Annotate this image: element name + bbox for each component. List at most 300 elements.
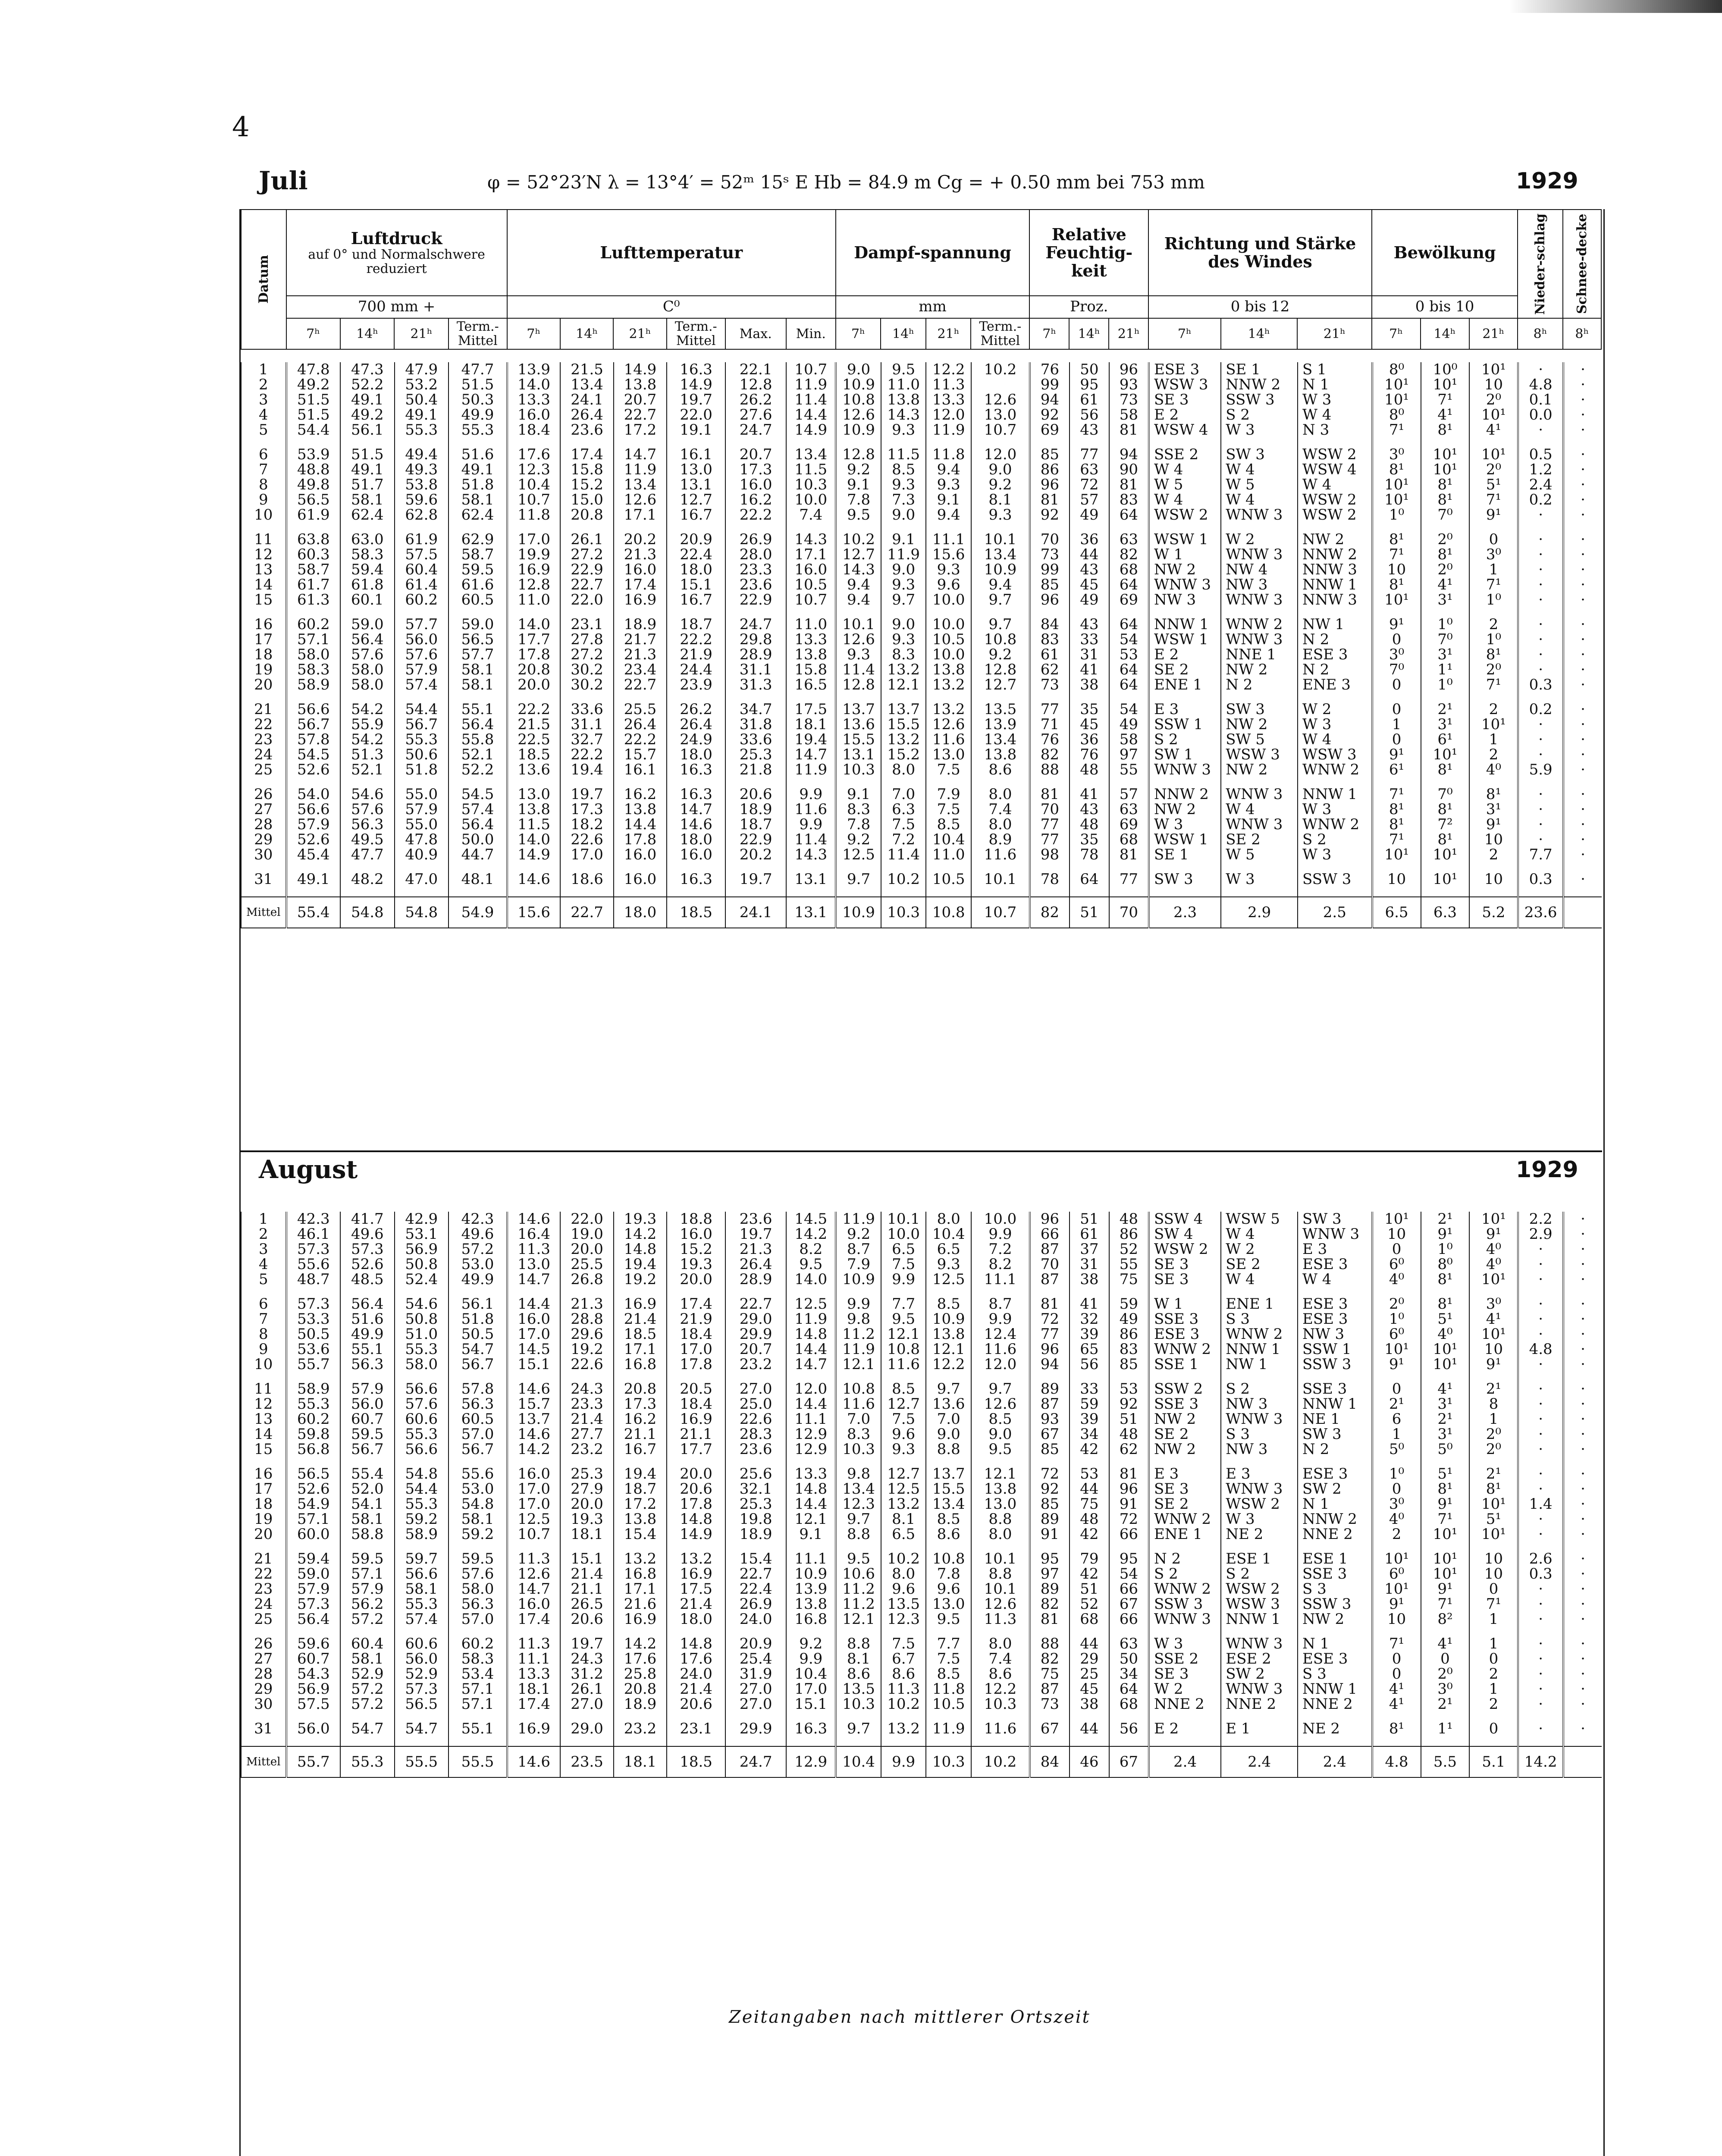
cell: 8.5 — [881, 462, 926, 477]
cell: 57.2 — [340, 1612, 394, 1627]
cell: 13.5 — [971, 702, 1030, 717]
table-row — [241, 832, 1602, 847]
cell: 10.2 — [881, 1697, 926, 1712]
cell: 19.7 — [560, 787, 613, 802]
table-row — [241, 1272, 1602, 1287]
cell: 32 — [1070, 1312, 1109, 1327]
cell: 8¹ — [1372, 1721, 1421, 1736]
cell: 50.0 — [449, 832, 507, 847]
cell: 64 — [1070, 872, 1109, 887]
cell: 56 — [1070, 1357, 1109, 1372]
cell: · — [1518, 1312, 1563, 1327]
cell: · — [1563, 1227, 1602, 1242]
cell: 16.0 — [614, 847, 667, 862]
cell: 12.5 — [786, 1297, 836, 1312]
cell: WSW 2 — [1149, 1242, 1221, 1257]
cell: 9.0 — [971, 462, 1030, 477]
cell: 54.7 — [449, 1342, 507, 1357]
cell: 10¹ — [1469, 1327, 1518, 1342]
cell: W 4 — [1298, 477, 1372, 492]
cell: 59.7 — [395, 1551, 449, 1567]
cell: 12.3 — [507, 462, 560, 477]
cell: 8¹ — [1372, 532, 1421, 547]
cell: 1⁰ — [1421, 617, 1470, 632]
cell: 56.0 — [395, 1651, 449, 1667]
cell: 10.1 — [836, 617, 881, 632]
cell: 7.2 — [881, 832, 926, 847]
cell: 10.4 — [507, 477, 560, 492]
cell: 10¹ — [1469, 1497, 1518, 1512]
cell: 8.1 — [836, 1651, 881, 1667]
table-row — [241, 508, 1602, 523]
cell: 11.9 — [926, 1721, 971, 1736]
cell: 62.8 — [395, 508, 449, 523]
cell: 29.8 — [725, 632, 786, 647]
cell: 17.1 — [614, 1582, 667, 1597]
cell: 49.2 — [286, 377, 340, 392]
cell: 1 — [1469, 562, 1518, 577]
cell: 5¹ — [1421, 1312, 1470, 1327]
cell: 15.1 — [667, 577, 725, 592]
cell: 8 — [1469, 1397, 1518, 1412]
table-row — [241, 1312, 1602, 1327]
cell: 22.0 — [560, 592, 613, 608]
cell: W 2 — [1221, 532, 1298, 547]
cell: 10.9 — [926, 1312, 971, 1327]
cell: 10.3 — [836, 1442, 881, 1457]
cell: 58.1 — [449, 662, 507, 677]
cell: 75 — [1030, 1667, 1070, 1682]
cell: 10 — [1469, 1342, 1518, 1357]
cell: 10.8 — [971, 632, 1030, 647]
subheader-col-2: 14ʰ — [340, 318, 394, 349]
cell: NNW 1 — [1298, 1397, 1372, 1412]
cell: 9.2 — [836, 1227, 881, 1242]
cell: 49.1 — [449, 462, 507, 477]
cell: 9¹ — [1372, 1357, 1421, 1372]
cell: 58.9 — [395, 1527, 449, 1542]
cell: 19.7 — [560, 1636, 613, 1651]
cell: 7.5 — [881, 817, 926, 832]
cell: 58.1 — [449, 492, 507, 508]
cell: 4 — [241, 407, 286, 423]
cell: 19 — [241, 662, 286, 677]
cell: 15.7 — [614, 747, 667, 762]
cell: 13.6 — [507, 762, 560, 777]
cell: 14.8 — [786, 1482, 836, 1497]
cell: · — [1563, 547, 1602, 562]
cell: 60.2 — [286, 617, 340, 632]
cell: 97 — [1030, 1567, 1070, 1582]
table-row — [241, 1357, 1602, 1372]
cell: 8.0 — [971, 1636, 1030, 1651]
cell: SW 3 — [1149, 872, 1221, 887]
cell: 10.2 — [881, 872, 926, 887]
cell: 12.1 — [786, 1512, 836, 1527]
cell: 27.0 — [725, 1697, 786, 1712]
cell: 96 — [1109, 1482, 1149, 1497]
cell: 21.9 — [667, 647, 725, 662]
cell: · — [1518, 423, 1563, 438]
cell: 55.3 — [395, 732, 449, 747]
subheader-col-9: Max. — [725, 318, 786, 349]
cell: 0 — [1372, 1667, 1421, 1682]
cell: 55.3 — [395, 1497, 449, 1512]
cell: 16.0 — [786, 562, 836, 577]
cell: 11.8 — [926, 1682, 971, 1697]
cell: 18.5 — [507, 747, 560, 762]
subheader-col-24: 8ʰ — [1518, 318, 1563, 349]
table-row — [241, 1597, 1602, 1612]
cell: 99 — [1030, 377, 1070, 392]
cell: 49.1 — [286, 872, 340, 887]
cell: 10¹ — [1469, 1212, 1518, 1227]
cell: 18.0 — [667, 832, 725, 847]
cell: 57 — [1070, 492, 1109, 508]
cell: S 2 — [1149, 732, 1221, 747]
cell: 10.2 — [836, 532, 881, 547]
cell: 11.4 — [836, 662, 881, 677]
cell: 9.5 — [881, 1312, 926, 1327]
cell: 49.9 — [449, 407, 507, 423]
cell: 5⁰ — [1421, 1442, 1470, 1457]
cell: 21.4 — [560, 1412, 613, 1427]
cell: 2 — [241, 377, 286, 392]
cell: WSW 2 — [1298, 447, 1372, 462]
cell: 83 — [1030, 632, 1070, 647]
mean-cell: 70 — [1109, 897, 1149, 928]
cell: 20.2 — [725, 847, 786, 862]
cell: 56.6 — [395, 1382, 449, 1397]
cell: E 3 — [1149, 1467, 1221, 1482]
cell: 51.8 — [449, 1312, 507, 1327]
cell: 57.2 — [340, 1682, 394, 1697]
cell: · — [1563, 632, 1602, 647]
unit-feucht: Proz. — [1029, 296, 1148, 318]
cell: 50.5 — [449, 1327, 507, 1342]
cell: 52.6 — [286, 762, 340, 777]
cell: 8.1 — [881, 1512, 926, 1527]
cell: 9.2 — [971, 477, 1030, 492]
cell: NE 1 — [1298, 1412, 1372, 1427]
row-gap — [241, 862, 1602, 872]
cell: 96 — [1109, 362, 1149, 377]
cell: · — [1518, 617, 1563, 632]
cell: 10¹ — [1469, 717, 1518, 732]
cell: 48.5 — [340, 1272, 394, 1287]
cell: 76 — [1030, 732, 1070, 747]
subheader-col-5: 7ʰ — [507, 318, 560, 349]
cell: 17.8 — [667, 1497, 725, 1512]
cell: WSW 2 — [1298, 508, 1372, 523]
cell: 60.2 — [449, 1636, 507, 1651]
cell: 15.8 — [560, 462, 613, 477]
cell: 55.0 — [395, 787, 449, 802]
cell: 12.5 — [881, 1482, 926, 1497]
cell: 12.9 — [786, 1442, 836, 1457]
cell: 11.6 — [971, 1721, 1030, 1736]
cell: 62 — [1109, 1442, 1149, 1457]
cell: 82 — [1030, 1651, 1070, 1667]
cell: 22.1 — [725, 362, 786, 377]
cell: 56.0 — [286, 1721, 340, 1736]
cell: 7.7 — [1518, 847, 1563, 862]
cell: 8.3 — [836, 802, 881, 817]
cell: 57.7 — [449, 647, 507, 662]
cell: SE 1 — [1149, 847, 1221, 862]
cell: 11.4 — [786, 832, 836, 847]
cell: 13.2 — [881, 662, 926, 677]
cell: 29.9 — [725, 1721, 786, 1736]
cell: 0 — [1372, 702, 1421, 717]
cell: 82 — [1109, 547, 1149, 562]
cell: 71 — [1030, 717, 1070, 732]
cell: · — [1518, 562, 1563, 577]
table-row — [241, 1697, 1602, 1712]
cell: 14.9 — [786, 423, 836, 438]
cell: 5¹ — [1469, 1512, 1518, 1527]
cell: 10 — [1372, 1227, 1421, 1242]
cell: 77 — [1030, 702, 1070, 717]
cell: 65 — [1070, 1342, 1109, 1357]
cell: 13.7 — [507, 1412, 560, 1427]
cell: 24.3 — [560, 1382, 613, 1397]
month-separator — [239, 1150, 1602, 1152]
cell: 59.5 — [340, 1427, 394, 1442]
cell: 59.6 — [286, 1636, 340, 1651]
cell: 57.3 — [286, 1297, 340, 1312]
cell: 56.3 — [340, 1357, 394, 1372]
cell: 12.6 — [971, 1597, 1030, 1612]
cell: 17.4 — [507, 1697, 560, 1712]
cell: 13.1 — [667, 477, 725, 492]
cell: 63 — [1109, 1636, 1149, 1651]
cell: 15.0 — [560, 492, 613, 508]
cell: 77 — [1070, 447, 1109, 462]
cell: 17.8 — [667, 1357, 725, 1372]
cell: 43 — [1070, 617, 1109, 632]
cell: 72 — [1070, 477, 1109, 492]
cell: 57.8 — [449, 1382, 507, 1397]
cell: 9¹ — [1372, 747, 1421, 762]
cell: 56.2 — [340, 1597, 394, 1612]
cell: 59.4 — [340, 562, 394, 577]
cell: 0 — [1372, 677, 1421, 693]
cell: 58.7 — [286, 562, 340, 577]
cell: 61 — [1070, 392, 1109, 407]
cell: 68 — [1109, 562, 1149, 577]
cell: 62.4 — [340, 508, 394, 523]
cell: 0 — [1372, 732, 1421, 747]
cell: 42.9 — [395, 1212, 449, 1227]
cell: 53.0 — [449, 1257, 507, 1272]
cell: 50 — [1070, 362, 1109, 377]
cell: 2⁰ — [1421, 562, 1470, 577]
cell: 2.2 — [1518, 1212, 1563, 1227]
cell: 11.8 — [507, 508, 560, 523]
cell: 12 — [241, 547, 286, 562]
cell: 21.4 — [667, 1682, 725, 1697]
cell: 25.5 — [614, 702, 667, 717]
cell: 19.7 — [725, 872, 786, 887]
cell: 8.0 — [971, 817, 1030, 832]
cell: 20.6 — [667, 1697, 725, 1712]
cell: 56.1 — [340, 423, 394, 438]
cell: 14.5 — [786, 1212, 836, 1227]
cell: 15.6 — [926, 547, 971, 562]
cell: · — [1518, 1612, 1563, 1627]
cell: 14.5 — [507, 1342, 560, 1357]
cell: 21.1 — [614, 1427, 667, 1442]
cell: 92 — [1030, 1482, 1070, 1497]
cell: 15.2 — [560, 477, 613, 492]
cell: 23.3 — [560, 1397, 613, 1412]
cell: 53.4 — [449, 1667, 507, 1682]
cell: 2 — [1469, 747, 1518, 762]
cell: NW 2 — [1298, 1612, 1372, 1627]
cell: 6⁰ — [1372, 1567, 1421, 1582]
cell: 6.5 — [881, 1527, 926, 1542]
cell: 16.2 — [614, 787, 667, 802]
cell: S 3 — [1221, 1427, 1298, 1442]
cell: 41.7 — [340, 1212, 394, 1227]
cell: 8.6 — [971, 1667, 1030, 1682]
cell: 10 — [1469, 1567, 1518, 1582]
cell: ENE 1 — [1221, 1297, 1298, 1312]
subheader-col-7: 21ʰ — [613, 318, 666, 349]
cell: NNE 2 — [1298, 1527, 1372, 1542]
mean-cell: 6.5 — [1372, 897, 1421, 928]
footer-note: Zeitangaben nach mittlerer Ortszeit — [729, 2007, 1091, 2027]
cell: 11.9 — [836, 1342, 881, 1357]
cell: · — [1563, 1212, 1602, 1227]
cell: 8¹ — [1421, 1297, 1470, 1312]
cell: 13.4 — [971, 732, 1030, 747]
cell: 49.1 — [395, 407, 449, 423]
mean-cell: 24.1 — [725, 897, 786, 928]
cell: 13.4 — [786, 447, 836, 462]
mean-cell: 10.3 — [881, 897, 926, 928]
cell: 57.4 — [449, 802, 507, 817]
cell: 20.6 — [667, 1482, 725, 1497]
cell: 13.8 — [614, 802, 667, 817]
cell: 6⁰ — [1372, 1327, 1421, 1342]
cell: 47.7 — [449, 362, 507, 377]
cell: 17.5 — [786, 702, 836, 717]
cell: · — [1518, 1527, 1563, 1542]
cell: 30 — [241, 1697, 286, 1712]
cell: 51.8 — [395, 762, 449, 777]
cell: · — [1518, 1651, 1563, 1667]
cell: · — [1518, 1442, 1563, 1457]
cell: 49.9 — [449, 1272, 507, 1287]
cell: WNW 2 — [1221, 1327, 1298, 1342]
cell: 2¹ — [1469, 1382, 1518, 1397]
cell: 10.1 — [971, 1582, 1030, 1597]
cell: · — [1518, 1427, 1563, 1442]
cell: 9¹ — [1421, 1227, 1470, 1242]
cell: 54 — [1109, 1567, 1149, 1582]
cell: 8¹ — [1372, 817, 1421, 832]
cell: 0 — [1469, 532, 1518, 547]
cell: NW 4 — [1221, 562, 1298, 577]
cell: 6 — [1372, 1412, 1421, 1427]
cell: NNE 2 — [1149, 1697, 1221, 1712]
cell: 57.3 — [286, 1597, 340, 1612]
page-number: 4 — [232, 111, 250, 143]
cell: 18.7 — [667, 617, 725, 632]
cell: 66 — [1109, 1612, 1149, 1627]
cell: NW 2 — [1221, 662, 1298, 677]
cell: 9.2 — [836, 462, 881, 477]
cell: 5⁰ — [1372, 1442, 1421, 1457]
cell: 26.1 — [560, 1682, 613, 1697]
cell: 22.2 — [667, 632, 725, 647]
cell: 29.6 — [560, 1327, 613, 1342]
cell: 24.0 — [667, 1667, 725, 1682]
cell: 19.4 — [560, 762, 613, 777]
cell: 10¹ — [1372, 1551, 1421, 1567]
mean-cell: 23.6 — [1518, 897, 1563, 928]
cell: 4⁰ — [1469, 1257, 1518, 1272]
cell: 54.9 — [286, 1497, 340, 1512]
cell: 12.8 — [836, 447, 881, 462]
cell: SW 3 — [1298, 1427, 1372, 1442]
cell: 10 — [1469, 1551, 1518, 1567]
cell: 2¹ — [1372, 1397, 1421, 1412]
cell: 19.2 — [560, 1342, 613, 1357]
cell: 58.0 — [449, 1582, 507, 1597]
cell: 16.9 — [507, 1721, 560, 1736]
cell: · — [1563, 647, 1602, 662]
cell: 77 — [1030, 1327, 1070, 1342]
cell: 0 — [1469, 1651, 1518, 1667]
cell: 15.5 — [926, 1482, 971, 1497]
cell: 1⁰ — [1372, 1312, 1421, 1327]
cell: 9 — [241, 1342, 286, 1357]
cell: 10 — [241, 508, 286, 523]
cell: 12.1 — [881, 677, 926, 693]
cell: 7¹ — [1372, 1636, 1421, 1651]
cell: 14.4 — [786, 1397, 836, 1412]
cell: 4.8 — [1518, 377, 1563, 392]
cell: 72 — [1109, 1512, 1149, 1527]
cell: 10.8 — [836, 1382, 881, 1397]
cell: · — [1518, 1597, 1563, 1612]
cell: 18.7 — [725, 817, 786, 832]
cell: ESE 3 — [1298, 1297, 1372, 1312]
cell: SW 3 — [1221, 702, 1298, 717]
cell: 88 — [1030, 1636, 1070, 1651]
cell: 14.7 — [507, 1272, 560, 1287]
cell: 2¹ — [1421, 702, 1470, 717]
cell: SSW 3 — [1149, 1597, 1221, 1612]
cell: 18.4 — [667, 1397, 725, 1412]
cell: 0 — [1372, 632, 1421, 647]
mean-cell: 54.9 — [449, 897, 507, 928]
cell: 50.4 — [395, 392, 449, 407]
table-row — [241, 662, 1602, 677]
subheader-col-3: 21ʰ — [394, 318, 448, 349]
cell: 44 — [1070, 1482, 1109, 1497]
cell: S 2 — [1221, 1382, 1298, 1397]
cell: 58.3 — [286, 662, 340, 677]
cell: 7.0 — [836, 1412, 881, 1427]
cell: WNW 3 — [1298, 1227, 1372, 1242]
cell: 19.7 — [667, 392, 725, 407]
cell: 81 — [1109, 1467, 1149, 1482]
cell: 3 — [241, 392, 286, 407]
